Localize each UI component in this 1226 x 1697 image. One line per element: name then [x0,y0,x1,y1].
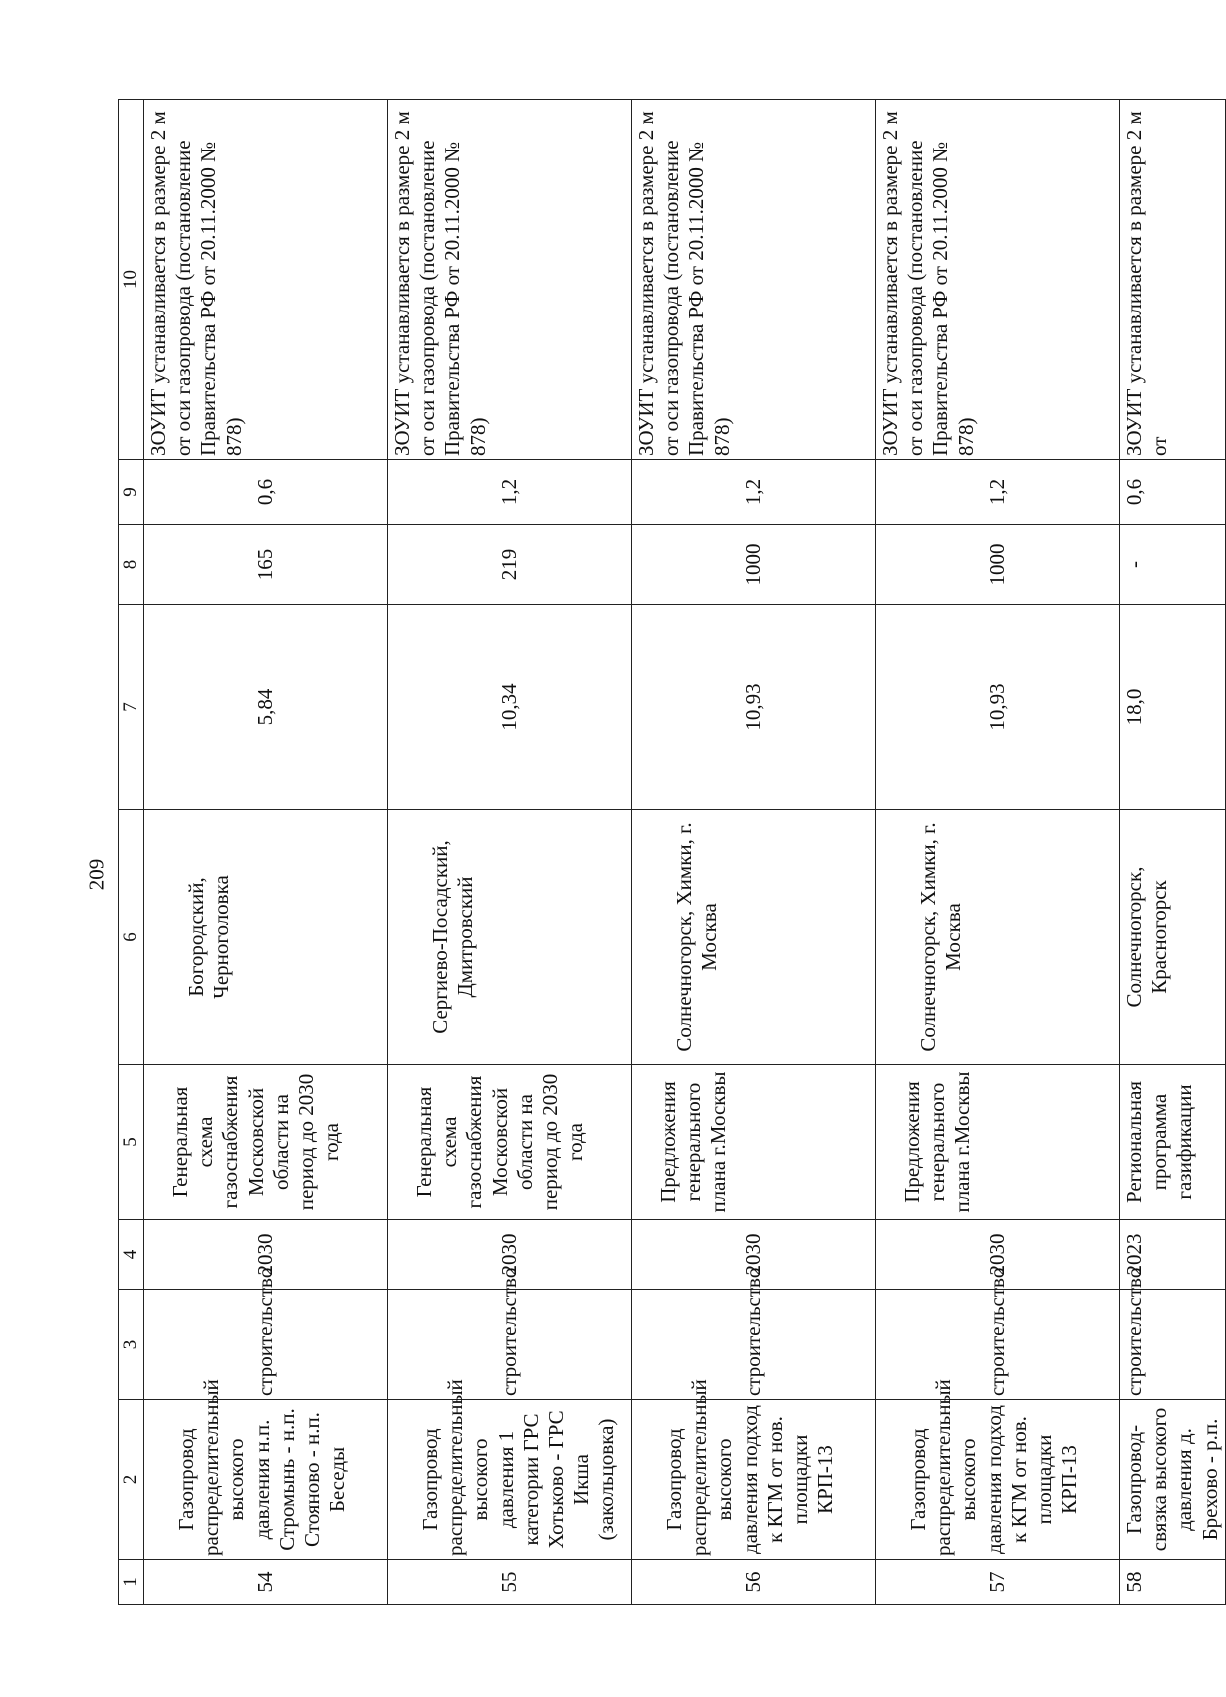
object-name: Газопровод-связка высокого давления д. Брехово - р.п. [1120,1400,1226,1560]
table-row [632,100,876,1605]
page-number: 209 [84,858,109,891]
row-number: 58 [1120,1560,1226,1605]
header-cell-4: 4 [119,1220,144,1290]
source-document: Предложения генерального плана г.Москвы [876,1065,1120,1220]
diameter: 219 [388,525,632,605]
header-cell-6: 6 [119,810,144,1065]
object-name: Газопровод распределительный высокого давления 1 категории ГРС Хотьково - ГРС Икша (закольцовка) [388,1400,632,1560]
header-cell-10: 10 [119,100,144,460]
source-document: Генеральная схема газоснабжения Московской области на период до 2030 года [144,1065,388,1220]
object-name: Газопровод распределительный высокого давления подход к КГМ от нов. площадки КРП-13 [632,1400,876,1560]
diameter: 1000 [876,525,1120,605]
table-row [144,100,388,1605]
gas-pipeline-table [118,99,1226,1605]
row-number: 56 [632,1560,876,1605]
header-cell-8: 8 [119,525,144,605]
district: Сергиево-Посадский, Дмитровский [388,810,632,1065]
district: Богородский, Черноголовка [144,810,388,1065]
protection-zone: ЗОУИТ устанавливается в размере 2 м от [1120,100,1226,460]
length: 10,93 [632,605,876,810]
source-document: Предложения генерального плана г.Москвы [632,1065,876,1220]
district: Солнечногорск, Химки, г. Москва [876,810,1120,1065]
diameter: 165 [144,525,388,605]
table-row [1120,100,1226,1605]
header-row [119,100,144,1605]
row-number: 57 [876,1560,1120,1605]
year: 2030 [144,1220,388,1290]
pressure: 0,6 [144,460,388,525]
rotated-table-container [118,100,1222,1605]
header-cell-9: 9 [119,460,144,525]
table-row [876,100,1120,1605]
pressure: 1,2 [632,460,876,525]
row-number: 55 [388,1560,632,1605]
district: Солнечногорск, Красногорск [1120,810,1226,1065]
year: 2030 [876,1220,1120,1290]
length: 18,0 [1120,605,1226,810]
length: 10,34 [388,605,632,810]
protection-zone: ЗОУИТ устанавливается в размере 2 м от оси газопровода (постановление Правительства РФ от 20.11.2000 № 878) [876,100,1120,460]
header-cell-7: 7 [119,605,144,810]
diameter: 1000 [632,525,876,605]
header-cell-5: 5 [119,1065,144,1220]
year: 2030 [388,1220,632,1290]
work-type: строительство [632,1290,876,1400]
work-type: строительство [144,1290,388,1400]
work-type: строительство [876,1290,1120,1400]
work-type: строительство [1120,1290,1226,1400]
object-name: Газопровод распределительный высокого давления н.п. Стромынь - н.п. Стояново - н.п. Беседы [144,1400,388,1560]
diameter: - [1120,525,1226,605]
pressure: 0,6 [1120,460,1226,525]
header-cell-1: 1 [119,1560,144,1605]
work-type: строительство [388,1290,632,1400]
pressure: 1,2 [876,460,1120,525]
year: 2023 [1120,1220,1226,1290]
length: 5,84 [144,605,388,810]
source-document: Региональная программа газификации [1120,1065,1226,1220]
year: 2030 [632,1220,876,1290]
source-document: Генеральная схема газоснабжения Московской области на период до 2030 года [388,1065,632,1220]
table-row [388,100,632,1605]
object-name: Газопровод распределительный высокого давления подход к КГМ от нов. площадки КРП-13 [876,1400,1120,1560]
header-cell-2: 2 [119,1400,144,1560]
protection-zone: ЗОУИТ устанавливается в размере 2 м от оси газопровода (постановление Правительства РФ от 20.11.2000 № 878) [144,100,388,460]
protection-zone: ЗОУИТ устанавливается в размере 2 м от оси газопровода (постановление Правительства РФ от 20.11.2000 № 878) [388,100,632,460]
pressure: 1,2 [388,460,632,525]
district: Солнечногорск, Химки, г. Москва [632,810,876,1065]
row-number: 54 [144,1560,388,1605]
protection-zone: ЗОУИТ устанавливается в размере 2 м от оси газопровода (постановление Правительства РФ от 20.11.2000 № 878) [632,100,876,460]
length: 10,93 [876,605,1120,810]
header-cell-3: 3 [119,1290,144,1400]
